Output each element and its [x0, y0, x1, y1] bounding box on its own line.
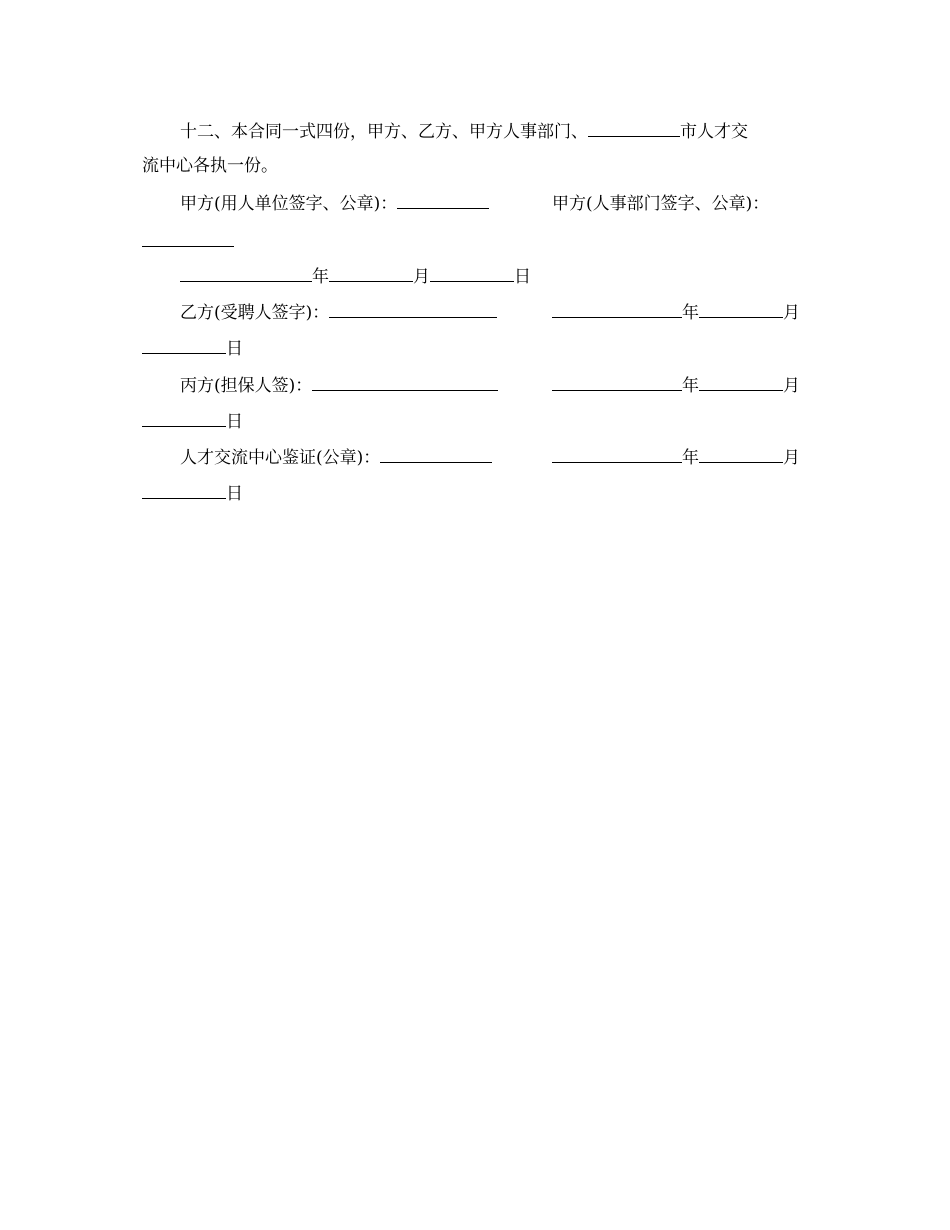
month-unit: 月 — [783, 376, 800, 396]
party-b-date-line — [552, 301, 800, 325]
year-unit: 年 — [312, 267, 329, 287]
party-a-dept-signature-blank — [142, 230, 234, 247]
party-c-date-line — [552, 374, 800, 398]
party-c-label: 丙方(担保人签)： — [180, 376, 313, 396]
day-blank — [142, 482, 226, 499]
city-blank — [588, 120, 680, 137]
day-unit: 日 — [226, 484, 243, 504]
talent-center-seal-blank — [380, 446, 492, 463]
party-c-signature-line — [180, 374, 498, 398]
month-blank — [329, 265, 413, 282]
talent-center-label: 人才交流中心鉴证(公章)： — [180, 448, 381, 468]
month-unit: 月 — [783, 448, 800, 468]
party-a-signature-blank — [397, 192, 489, 209]
party-a-label: 甲方(用人单位签字、公章)： — [180, 194, 398, 214]
year-unit: 年 — [682, 303, 699, 323]
clause-12-line-1 — [180, 120, 748, 144]
party-b-label: 乙方(受聘人签字)： — [180, 303, 330, 323]
clause-12-continuation: 流中心各执一份。 — [142, 156, 278, 176]
year-blank — [552, 374, 682, 391]
year-blank — [552, 446, 682, 463]
party-a-date-line — [180, 265, 531, 289]
party-c-signature-blank — [312, 374, 498, 391]
party-a-dept-label: 甲方(人事部门签字、公章)： — [552, 194, 770, 214]
year-unit: 年 — [682, 448, 699, 468]
month-unit: 月 — [783, 303, 800, 323]
party-b-day-line — [142, 337, 243, 361]
party-c-day-line — [142, 410, 243, 434]
day-unit: 日 — [226, 412, 243, 432]
party-b-signature-blank — [329, 301, 497, 318]
day-blank — [142, 337, 226, 354]
day-unit: 日 — [514, 267, 531, 287]
month-blank — [699, 301, 783, 318]
year-unit: 年 — [682, 376, 699, 396]
party-b-signature-line — [180, 301, 497, 325]
month-blank — [699, 446, 783, 463]
talent-center-date-line — [552, 446, 800, 470]
year-blank — [180, 265, 312, 282]
party-a-signature-line — [180, 192, 489, 216]
talent-center-line — [180, 446, 492, 470]
month-unit: 月 — [413, 267, 430, 287]
month-blank — [699, 374, 783, 391]
day-blank — [430, 265, 514, 282]
clause-12-text-after: 市人才交 — [680, 122, 748, 142]
clause-12-line-2 — [142, 154, 278, 178]
day-unit: 日 — [226, 339, 243, 359]
party-a-dept-blank-line — [142, 230, 234, 254]
year-blank — [552, 301, 682, 318]
day-blank — [142, 410, 226, 427]
clause-12-text-before: 十二、本合同一式四份，甲方、乙方、甲方人事部门、 — [180, 122, 588, 142]
talent-center-day-line — [142, 482, 243, 506]
party-a-dept-signature-line — [552, 192, 769, 216]
